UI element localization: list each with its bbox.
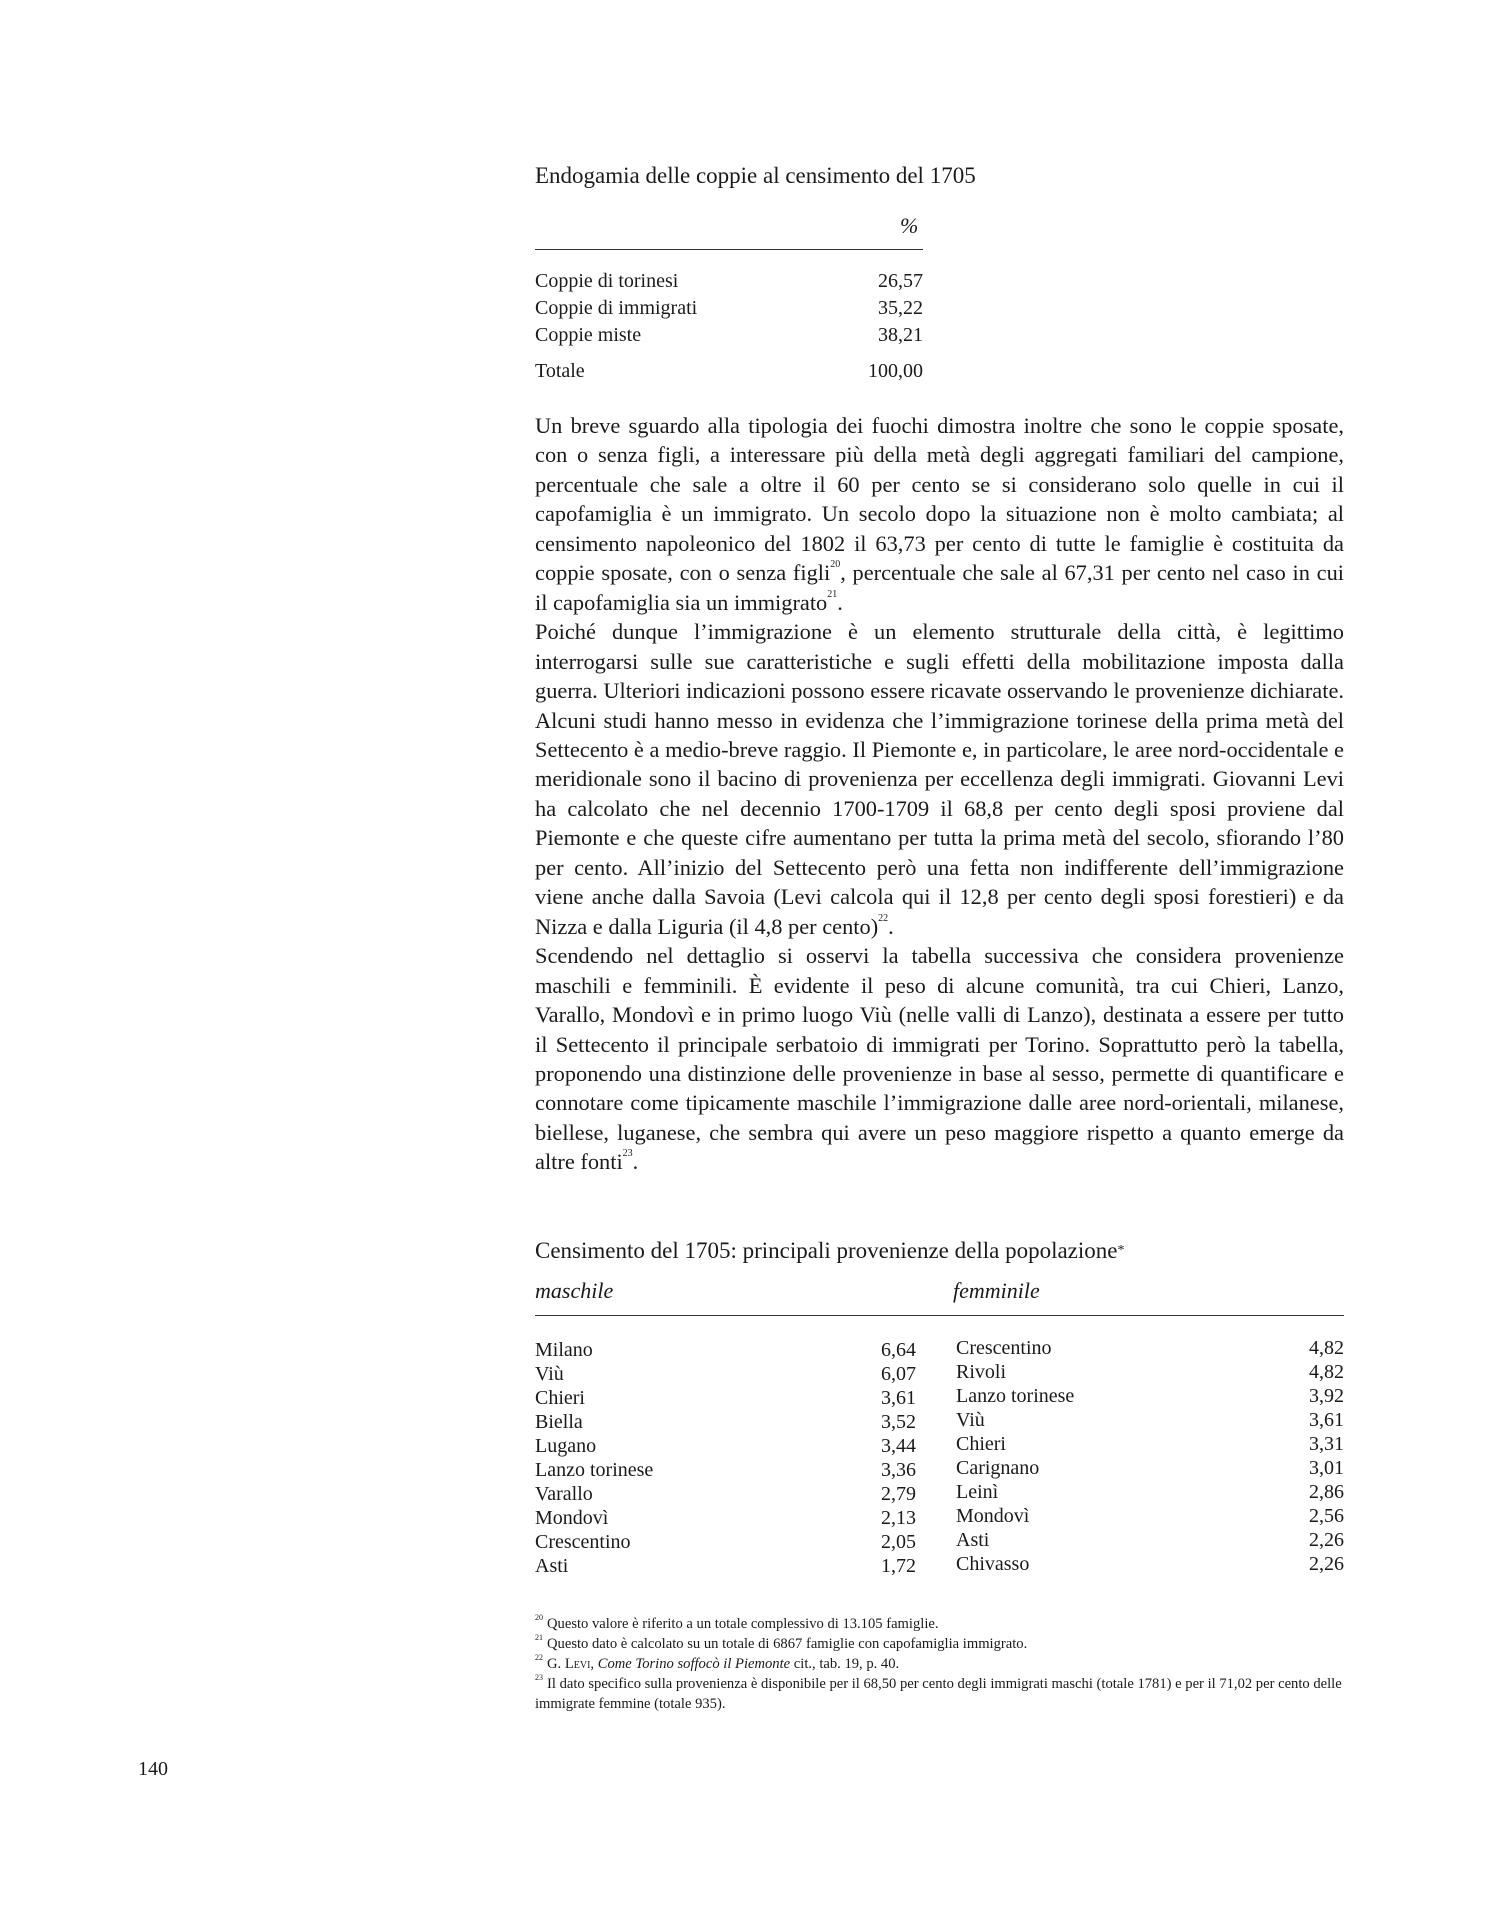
table1-row (535, 322, 923, 349)
table1-title: Endogamia delle coppie al censimento del 1705 (535, 163, 976, 188)
table-row (535, 1554, 916, 1578)
footnote-number: 23 (535, 1673, 543, 1682)
table2-asterisk: * (1117, 1243, 1125, 1258)
place-value: 3,92 (1309, 1385, 1344, 1407)
paragraph-2 (535, 617, 1344, 941)
table-row (956, 1360, 1344, 1384)
table1-rule (535, 249, 923, 250)
place-name: Milano (535, 1339, 593, 1361)
table-row (956, 1504, 1344, 1528)
place-value: 4,82 (1309, 1337, 1344, 1359)
table2-title-text: Censimento del 1705: principali provenienze della popolazione (535, 1238, 1118, 1263)
place-value: 2,26 (1309, 1553, 1344, 1575)
place-value: 3,52 (881, 1411, 916, 1433)
footnote-ref-21[interactable]: 21 (827, 588, 838, 600)
place-name: Carignano (956, 1457, 1040, 1479)
table1-row (535, 268, 923, 295)
place-name: Asti (535, 1555, 569, 1577)
page-number: 140 (138, 1758, 168, 1780)
place-value: 2,86 (1309, 1481, 1344, 1503)
place-name: Lanzo torinese (535, 1459, 654, 1481)
place-value: 2,05 (881, 1531, 916, 1553)
table-row (535, 1338, 916, 1362)
table-row (535, 1506, 916, 1530)
table1-row (535, 295, 923, 322)
table-row (956, 1456, 1344, 1480)
place-value: 2,56 (1309, 1505, 1344, 1527)
footnote-text: Questo dato è calcolato su un totale di 6867 famiglie con capofamiglia immigrato. (547, 1636, 1028, 1652)
table2-header-femminile: femminile (953, 1278, 1040, 1303)
place-value: 1,72 (881, 1555, 916, 1577)
place-value: 6,07 (881, 1363, 916, 1385)
table1-total-row (535, 358, 923, 385)
table-row (956, 1384, 1344, 1408)
place-value: 4,82 (1309, 1361, 1344, 1383)
table2-title (535, 1238, 1125, 1264)
table-row (535, 1434, 916, 1458)
place-name: Biella (535, 1411, 583, 1433)
table2-column-femminile (956, 1336, 1344, 1576)
table1-body (535, 268, 923, 385)
footnote-ref-20[interactable]: 20 (830, 559, 841, 571)
place-name: Chivasso (956, 1553, 1030, 1575)
place-value: 2,13 (881, 1507, 916, 1529)
place-name: Lanzo torinese (956, 1385, 1075, 1407)
footnote-text: , (590, 1656, 598, 1672)
footnote-text: cit., tab. 19, p. 40. (790, 1656, 900, 1672)
footnote-number: 20 (535, 1613, 543, 1622)
body-text (535, 411, 1344, 1177)
footnote-text: Il dato specifico sulla provenienza è disponibile per il 68,50 per cento degli immigrati maschi (totale 1781) e per il 71,02 per cento delle immigrate femmine (totale 935). (535, 1676, 1342, 1712)
footnote-work-title: Come Torino soffocò il Piemonte (597, 1656, 791, 1672)
place-name: Lugano (535, 1435, 597, 1457)
table2-rule (535, 1315, 1344, 1316)
place-name: Viù (535, 1363, 564, 1385)
table1-row-label: Coppie miste (535, 324, 642, 346)
footnote-ref-23[interactable]: 23 (622, 1148, 633, 1160)
place-value: 6,64 (881, 1339, 916, 1361)
paragraph-1 (535, 411, 1344, 617)
table-row (535, 1482, 916, 1506)
footnote-ref-22[interactable]: 22 (878, 912, 889, 924)
table1-row-value: 38,21 (878, 324, 923, 346)
place-name: Chieri (956, 1433, 1006, 1455)
footnote-22 (535, 1654, 1344, 1674)
place-value: 3,61 (881, 1387, 916, 1409)
footnote-author: Levi (564, 1656, 591, 1672)
place-value: 2,79 (881, 1483, 916, 1505)
table-row (535, 1386, 916, 1410)
paragraph-text: . (837, 589, 843, 615)
footnote-20 (535, 1614, 1344, 1634)
paragraph-text: Un breve sguardo alla tipologia dei fuochi dimostra inoltre che sono le coppie sposate, con o senza figli, a interessare più della metà degli aggregati familiari del campione, percentuale che sale a oltre il 60 per cento se si considerano solo quelle in cui il capofamiglia è un immigrato. Un secolo dopo la situazione non è molto cambiata; al censimento napoleonico del 1802 il 63,73 per cento di tutte le famiglie è costituita da coppie sposate, con o senza figli (535, 413, 1344, 586)
place-name: Leinì (956, 1481, 999, 1503)
table-row (956, 1552, 1344, 1576)
table-row (535, 1530, 916, 1554)
place-name: Varallo (535, 1483, 593, 1505)
table1-row-label: Coppie di immigrati (535, 297, 698, 319)
paragraph-text: , percentuale che sale al 67,31 per cento nel caso in cui il capofamiglia sia un immigrato (535, 560, 1344, 615)
table1-total-value: 100,00 (868, 360, 923, 382)
place-name: Mondovì (535, 1507, 609, 1529)
footnote-21 (535, 1634, 1344, 1654)
paragraph-text: Poiché dunque l’immigrazione è un elemento strutturale della città, è legittimo interrogarsi sulle sue caratteristiche e sugli effetti della mobilitazione imposta dalla guerra. Ulteriori indicazioni possono essere ricavate osservando le provenienze dichiarate. Alcuni studi hanno messo in evidenza che l’immigrazione torinese della prima metà del Settecento è a medio-breve raggio. Il Piemonte e, in particolare, le aree nord-occidentale e meridionale sono il bacino di provenienza per eccellenza degli immigrati. Giovanni Levi ha calcolato che nel decennio 1700-1709 il 68,8 per cento degli sposi proviene dal Piemonte e che queste cifre aumentano per tutta la prima metà del secolo, sfiorando l’80 per cento. All’inizio del Settecento però una fetta non indifferente dell’immigrazione viene anche dalla Savoia (Levi calcola qui il 12,8 per cento degli sposi forestieri) e da Nizza e dalla Liguria (il 4,8 per cento) (535, 619, 1344, 939)
table2-column-maschile (535, 1338, 916, 1578)
place-value: 3,61 (1309, 1409, 1344, 1431)
place-name: Crescentino (535, 1531, 631, 1553)
paragraph-text: . (632, 1149, 639, 1175)
place-value: 3,44 (881, 1435, 916, 1457)
table-row (956, 1528, 1344, 1552)
table-row (535, 1410, 916, 1434)
table1-row-value: 35,22 (878, 297, 923, 319)
place-name: Rivoli (956, 1361, 1007, 1383)
table-row (535, 1362, 916, 1386)
table1-total-label: Totale (535, 360, 585, 382)
paragraph-3 (535, 941, 1344, 1177)
footnote-number: 21 (535, 1633, 543, 1642)
footnote-number: 22 (535, 1653, 543, 1662)
footnote-23 (535, 1674, 1344, 1714)
table-row (956, 1408, 1344, 1432)
paragraph-text: . (888, 913, 894, 939)
place-value: 2,26 (1309, 1529, 1344, 1551)
place-name: Crescentino (956, 1337, 1052, 1359)
place-value: 3,31 (1309, 1433, 1344, 1455)
table1-row-value: 26,57 (878, 270, 923, 292)
table2-header-maschile: maschile (535, 1278, 614, 1303)
place-name: Asti (956, 1529, 990, 1551)
table1-unit: % (900, 213, 919, 238)
footnotes (535, 1614, 1344, 1714)
footnote-text: G. (547, 1656, 565, 1672)
place-name: Mondovì (956, 1505, 1030, 1527)
place-value: 3,01 (1309, 1457, 1344, 1479)
paragraph-text: Scendendo nel dettaglio si osservi la tabella successiva che considera provenienze maschili e femminili. È evidente il peso di alcune comunità, tra cui Chieri, Lanzo, Varallo, Mondovì e in primo luogo Viù (nelle valli di Lanzo), destinata a essere per tutto il Settecento il principale serbatoio di immigrati per Torino. Soprattutto però la tabella, proponendo una distinzione delle provenienze in base al sesso, permette di quantificare e connotare come tipicamente maschile l’immigrazione dalle aree nord-orientali, milanese, biellese, luganese, che sembra qui avere un peso maggiore rispetto a quanto emerge da altre fonti (535, 943, 1344, 1175)
place-name: Viù (956, 1409, 985, 1431)
table-row (956, 1432, 1344, 1456)
table-row (535, 1458, 916, 1482)
footnote-text: Questo valore è riferito a un totale complessivo di 13.105 famiglie. (547, 1616, 939, 1632)
place-name: Chieri (535, 1387, 585, 1409)
table-row (956, 1336, 1344, 1360)
table-row (956, 1480, 1344, 1504)
place-value: 3,36 (881, 1459, 916, 1481)
table1-row-label: Coppie di torinesi (535, 270, 679, 292)
